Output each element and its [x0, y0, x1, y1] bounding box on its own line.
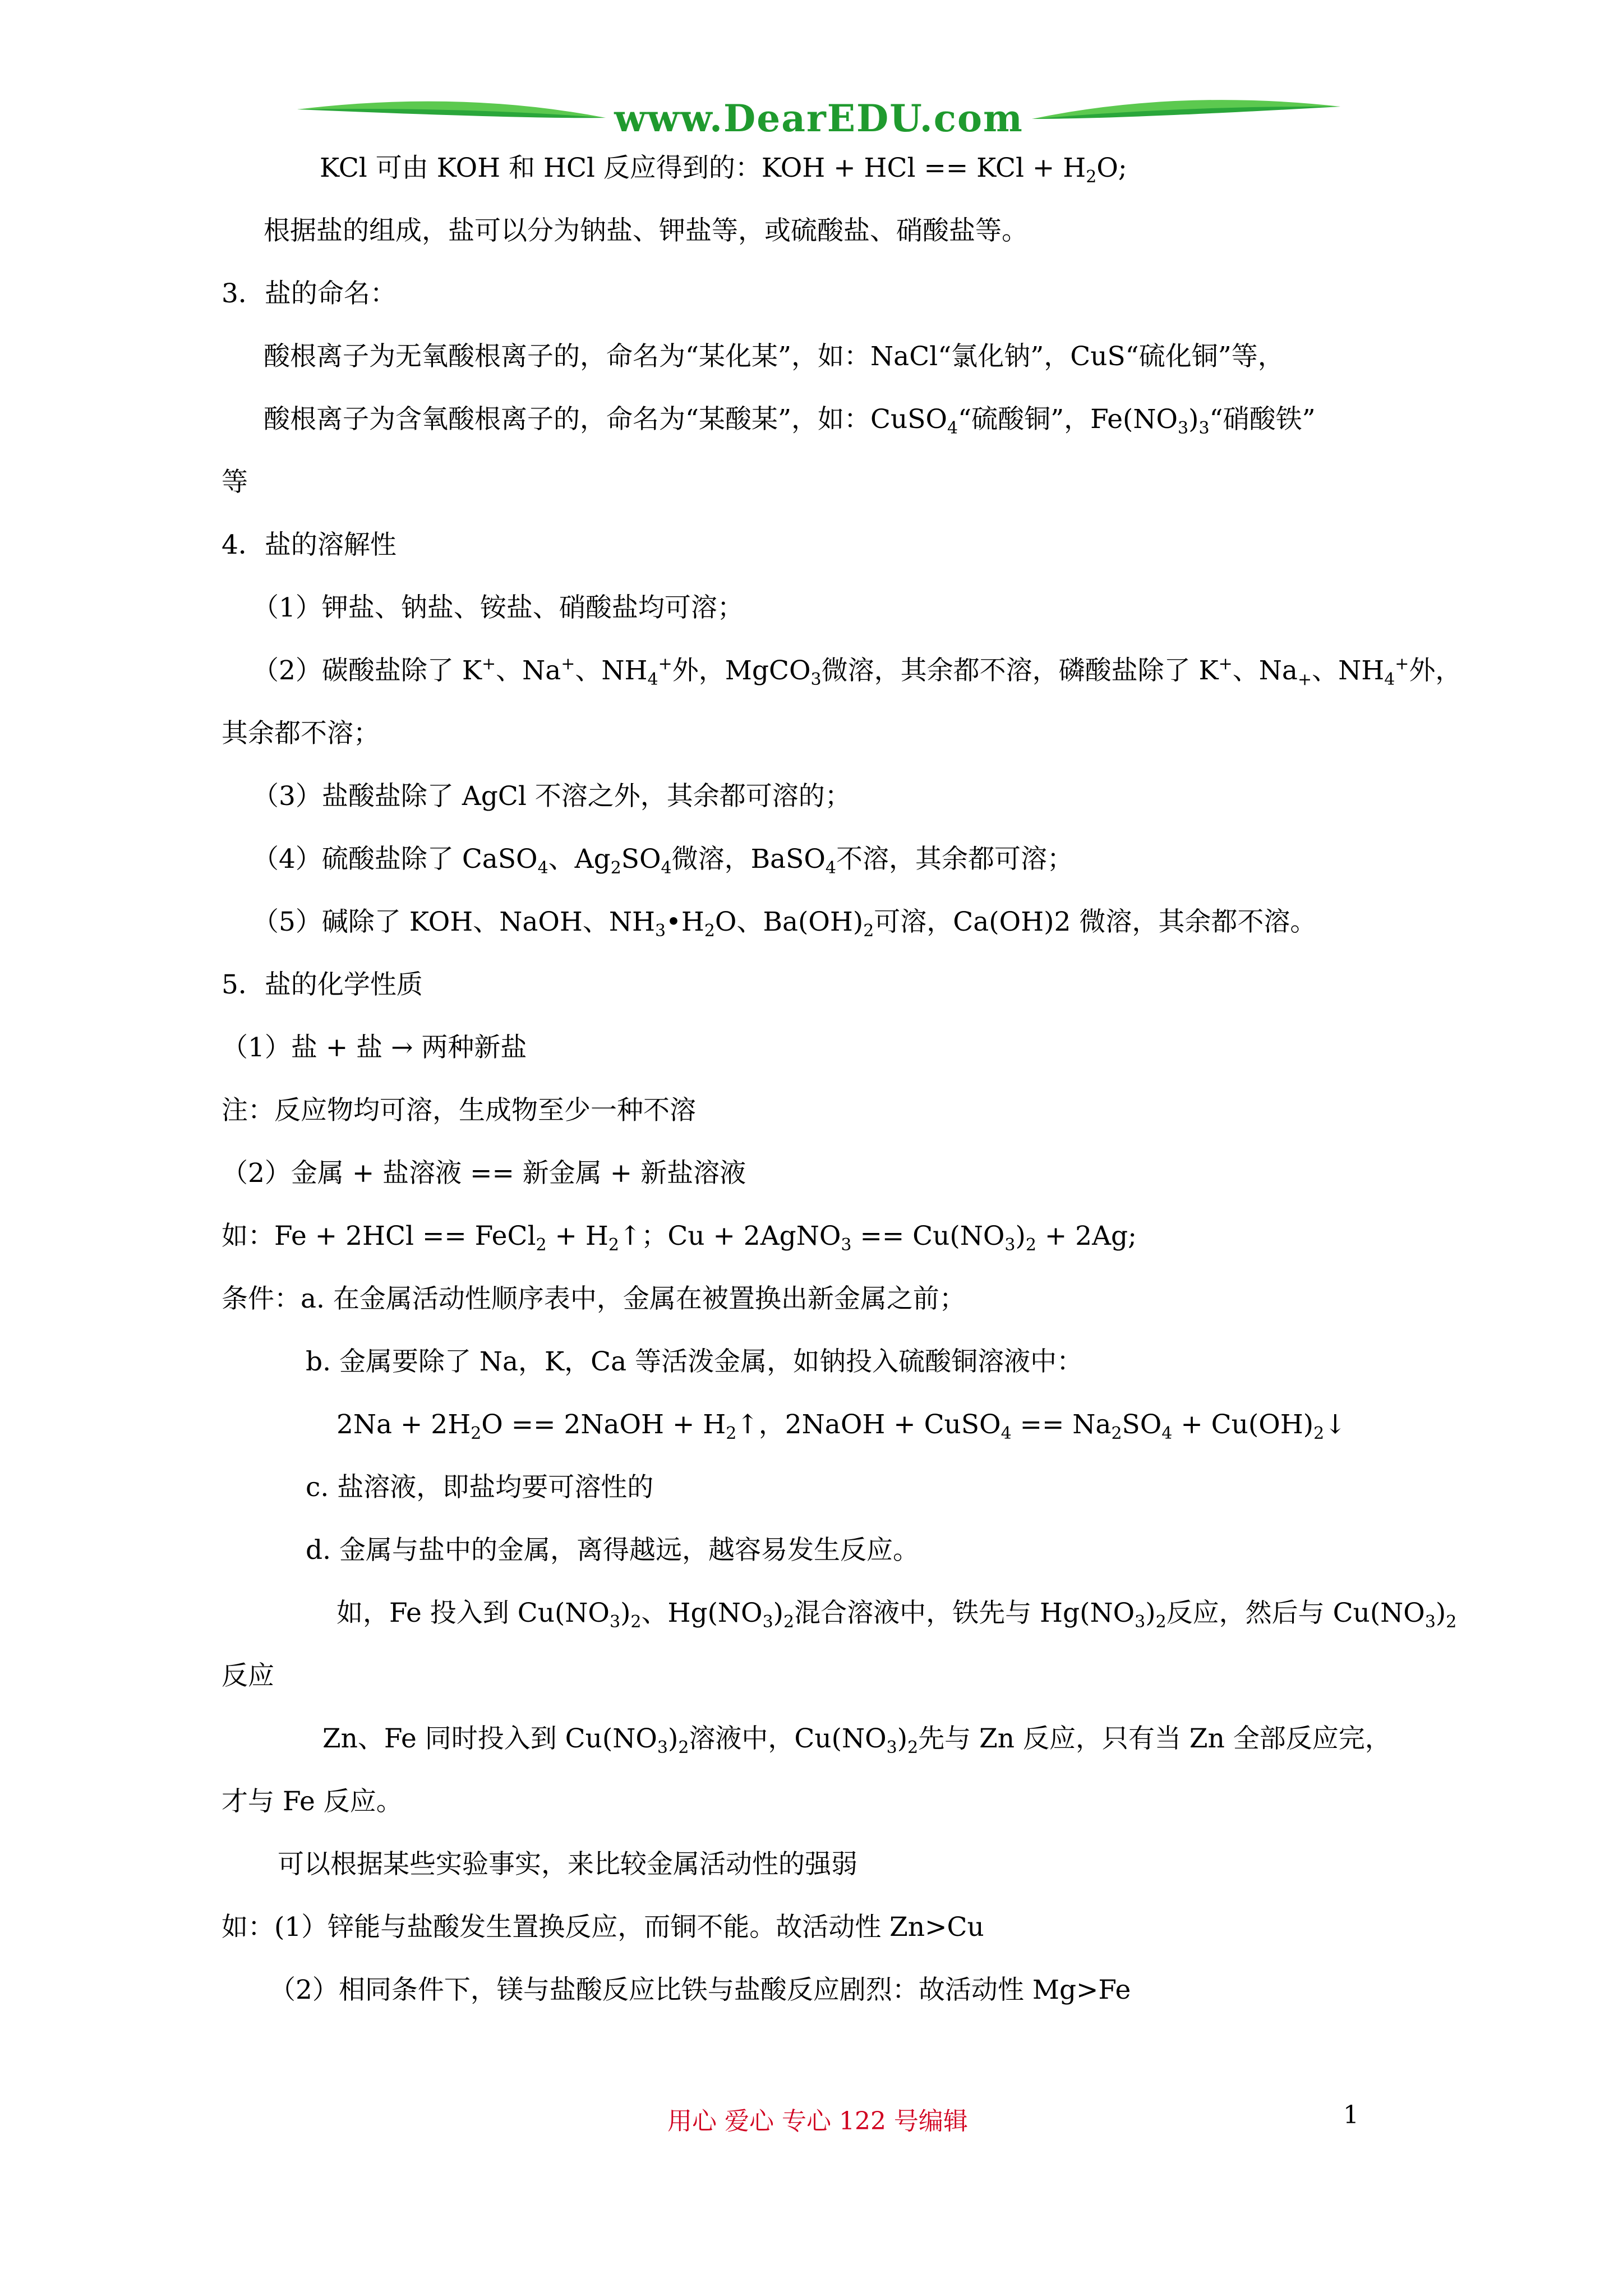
page-number: 1 [1343, 2101, 1359, 2129]
text-line-28: 可以根据某些实验事实，来比较金属活动性的强弱 [278, 1849, 857, 1880]
logo-text: www.DearEDU.com [614, 96, 1023, 140]
section-heading-4: 4．盐的溶解性 [222, 530, 396, 560]
text-line-20: b. 金属要除了 Na，K，Ca 等活泼金属，如钠投入硫酸铜溶液中： [306, 1346, 1083, 1377]
text-line-12: （4）硫酸盐除了 CaSO$_4$、$Ag_2SO_4$微溶，BaSO$_4$不溶，其余都可溶； [252, 844, 1073, 878]
section-heading-3: 3．盐的命名： [222, 278, 396, 309]
text-line-24: 如，Fe 投入到 $Cu(NO_3)_2$、$Hg(NO_3)_2$混合溶液中，铁先与 $Hg(NO_3)_2$反应，然后与 $Cu(NO_3)_2$ [336, 1598, 1457, 1632]
text-line-1: KCl 可由 KOH 和 HCl 反应得到的：KOH + HCl == KCl + $H_2O$; [320, 153, 1127, 187]
text-line-26: Zn、Fe 同时投入到 $Cu(NO_3)_2$溶液中，$Cu(NO_3)_2$先与 Zn 反应，只有当 Zn 全部反应完， [322, 1723, 1391, 1757]
text-line-19: 条件：a. 在金属活动性顺序表中，金属在被置换出新金属之前； [222, 1283, 966, 1314]
section-heading-5: 5．盐的化学性质 [222, 969, 423, 1000]
text-line-6: 等 [222, 467, 248, 498]
text-line-5: 酸根离子为含氧酸根离子的，命名为“某酸某”，如：CuSO$_4$“硫酸铜”，$Fe(NO_3)_3“$硝酸铁” [264, 404, 1316, 438]
text-line-15: （1）盐 + 盐 → 两种新盐 [222, 1032, 527, 1063]
text-line-8: （1）钾盐、钠盐、铵盐、硝酸盐均可溶； [252, 592, 744, 623]
text-line-10: 其余都不溶； [222, 718, 380, 749]
text-line-4: 酸根离子为无氧酸根离子的，命名为“某化某”，如：NaCl“氯化钠”，CuS“硫化铜”等， [264, 341, 1284, 372]
text-line-29: 如：(1）锌能与盐酸发生置换反应，而铜不能。故活动性 Zn>Cu [222, 1912, 984, 1943]
text-line-16: 注：反应物均可溶，生成物至少一种不溶 [222, 1095, 696, 1126]
text-line-27: 才与 Fe 反应。 [222, 1786, 403, 1817]
text-line-18: 如：Fe + 2HCl == FeCl$_2$ + $H_2↑$；Cu + 2AgNO$_3$ == $Cu(NO_3)_2 + 2Ag$; [222, 1221, 1137, 1255]
text-line-25: 反应 [222, 1660, 274, 1691]
text-line-13: （5）碱除了 KOH、NaOH、$NH_3•H_2O$、$Ba(OH)_2$可溶，Ca(OH)2 微溶，其余都不溶。 [252, 907, 1317, 941]
text-line-30: （2）相同条件下，镁与盐酸反应比铁与盐酸反应剧烈：故活动性 Mg>Fe [269, 1975, 1131, 2005]
text-line-17: （2）金属 + 盐溶液 == 新金属 + 新盐溶液 [222, 1158, 746, 1189]
text-line-22: c. 盐溶液，即盐均要可溶性的 [306, 1472, 654, 1503]
text-line-9: （2）碳酸盐除了 K+、Na+、$NH_4^+$外，MgCO$_3$微溶，其余都不溶，磷酸盐除了 K+、$Na_+$、$NH_4^+$外， [252, 654, 1462, 689]
text-line-2: 根据盐的组成，盐可以分为钠盐、钾盐等，或硫酸盐、硝酸盐等。 [264, 215, 1028, 246]
text-line-23: d. 金属与盐中的金属，离得越远，越容易发生反应。 [306, 1535, 919, 1566]
text-line-11: （3）盐酸盐除了 AgCl 不溶之外，其余都可溶的； [252, 781, 851, 812]
footer-text: 用心 爱心 专心 122 号编辑 [667, 2107, 968, 2136]
text-line-21: $2Na + 2H_2O$ == 2NaOH + $H_2↑$，2NaOH + CuSO$_4$ == $Na_2SO_4$ + $Cu(OH)_2↓$ [336, 1409, 1347, 1443]
